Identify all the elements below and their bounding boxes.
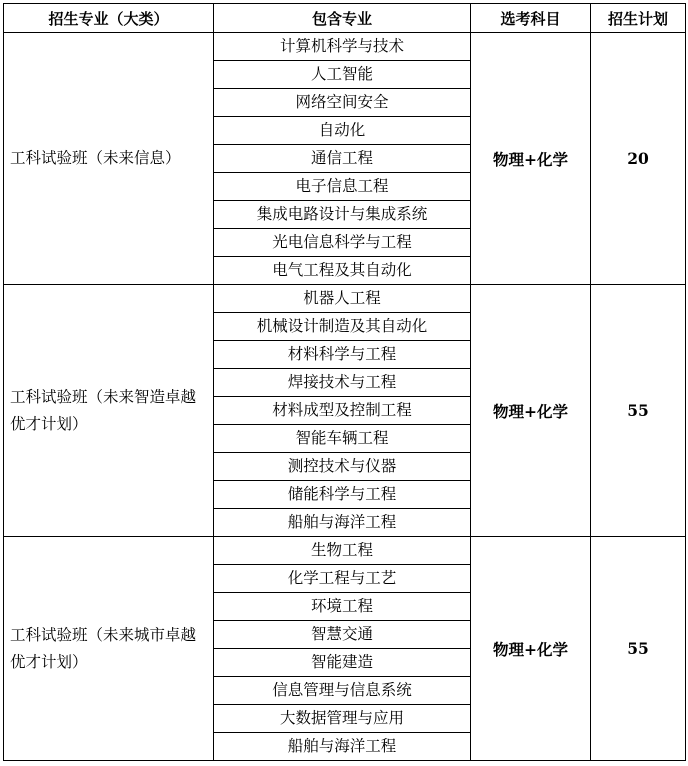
major-cell: 通信工程 [214, 145, 471, 173]
major-cell: 机械设计制造及其自动化 [214, 313, 471, 341]
major-cell: 人工智能 [214, 61, 471, 89]
header-category: 招生专业（大类） [4, 4, 214, 33]
major-cell: 智能车辆工程 [214, 425, 471, 453]
table-row [4, 537, 686, 565]
category-cell [4, 537, 214, 761]
plan-cell: 55 [591, 537, 686, 761]
major-cell: 计算机科学与技术 [214, 33, 471, 61]
major-cell: 材料科学与工程 [214, 341, 471, 369]
major-cell: 智慧交通 [214, 621, 471, 649]
category-label: 工科试验班（未来城市卓越优才计划） [10, 625, 197, 671]
major-cell: 化学工程与工艺 [214, 565, 471, 593]
subjects-cell: 物理+化学 [471, 537, 591, 761]
major-cell: 大数据管理与应用 [214, 705, 471, 733]
major-cell: 环境工程 [214, 593, 471, 621]
enrollment-table [3, 3, 686, 761]
major-cell: 生物工程 [214, 537, 471, 565]
plan-cell: 55 [591, 285, 686, 537]
major-cell: 自动化 [214, 117, 471, 145]
major-cell: 储能科学与工程 [214, 481, 471, 509]
header-subjects: 选考科目 [471, 4, 591, 33]
table-header [4, 4, 686, 33]
major-cell: 网络空间安全 [214, 89, 471, 117]
major-cell: 材料成型及控制工程 [214, 397, 471, 425]
category-label: 工科试验班（未来智造卓越优才计划） [10, 387, 197, 433]
plan-cell: 20 [591, 33, 686, 285]
table-row [4, 33, 686, 61]
major-cell: 集成电路设计与集成系统 [214, 201, 471, 229]
header-plan: 招生计划 [591, 4, 686, 33]
major-cell: 船舶与海洋工程 [214, 509, 471, 537]
category-label: 工科试验班（未来信息） [10, 149, 181, 167]
header-row [4, 4, 686, 33]
major-cell: 信息管理与信息系统 [214, 677, 471, 705]
major-cell: 机器人工程 [214, 285, 471, 313]
major-cell: 电气工程及其自动化 [214, 257, 471, 285]
major-cell: 船舶与海洋工程 [214, 733, 471, 761]
major-cell: 电子信息工程 [214, 173, 471, 201]
header-majors: 包含专业 [214, 4, 471, 33]
subjects-cell: 物理+化学 [471, 33, 591, 285]
table-body [4, 33, 686, 761]
category-cell [4, 285, 214, 537]
major-cell: 测控技术与仪器 [214, 453, 471, 481]
subjects-cell: 物理+化学 [471, 285, 591, 537]
category-cell [4, 33, 214, 285]
major-cell: 焊接技术与工程 [214, 369, 471, 397]
major-cell: 智能建造 [214, 649, 471, 677]
table-row [4, 285, 686, 313]
major-cell: 光电信息科学与工程 [214, 229, 471, 257]
